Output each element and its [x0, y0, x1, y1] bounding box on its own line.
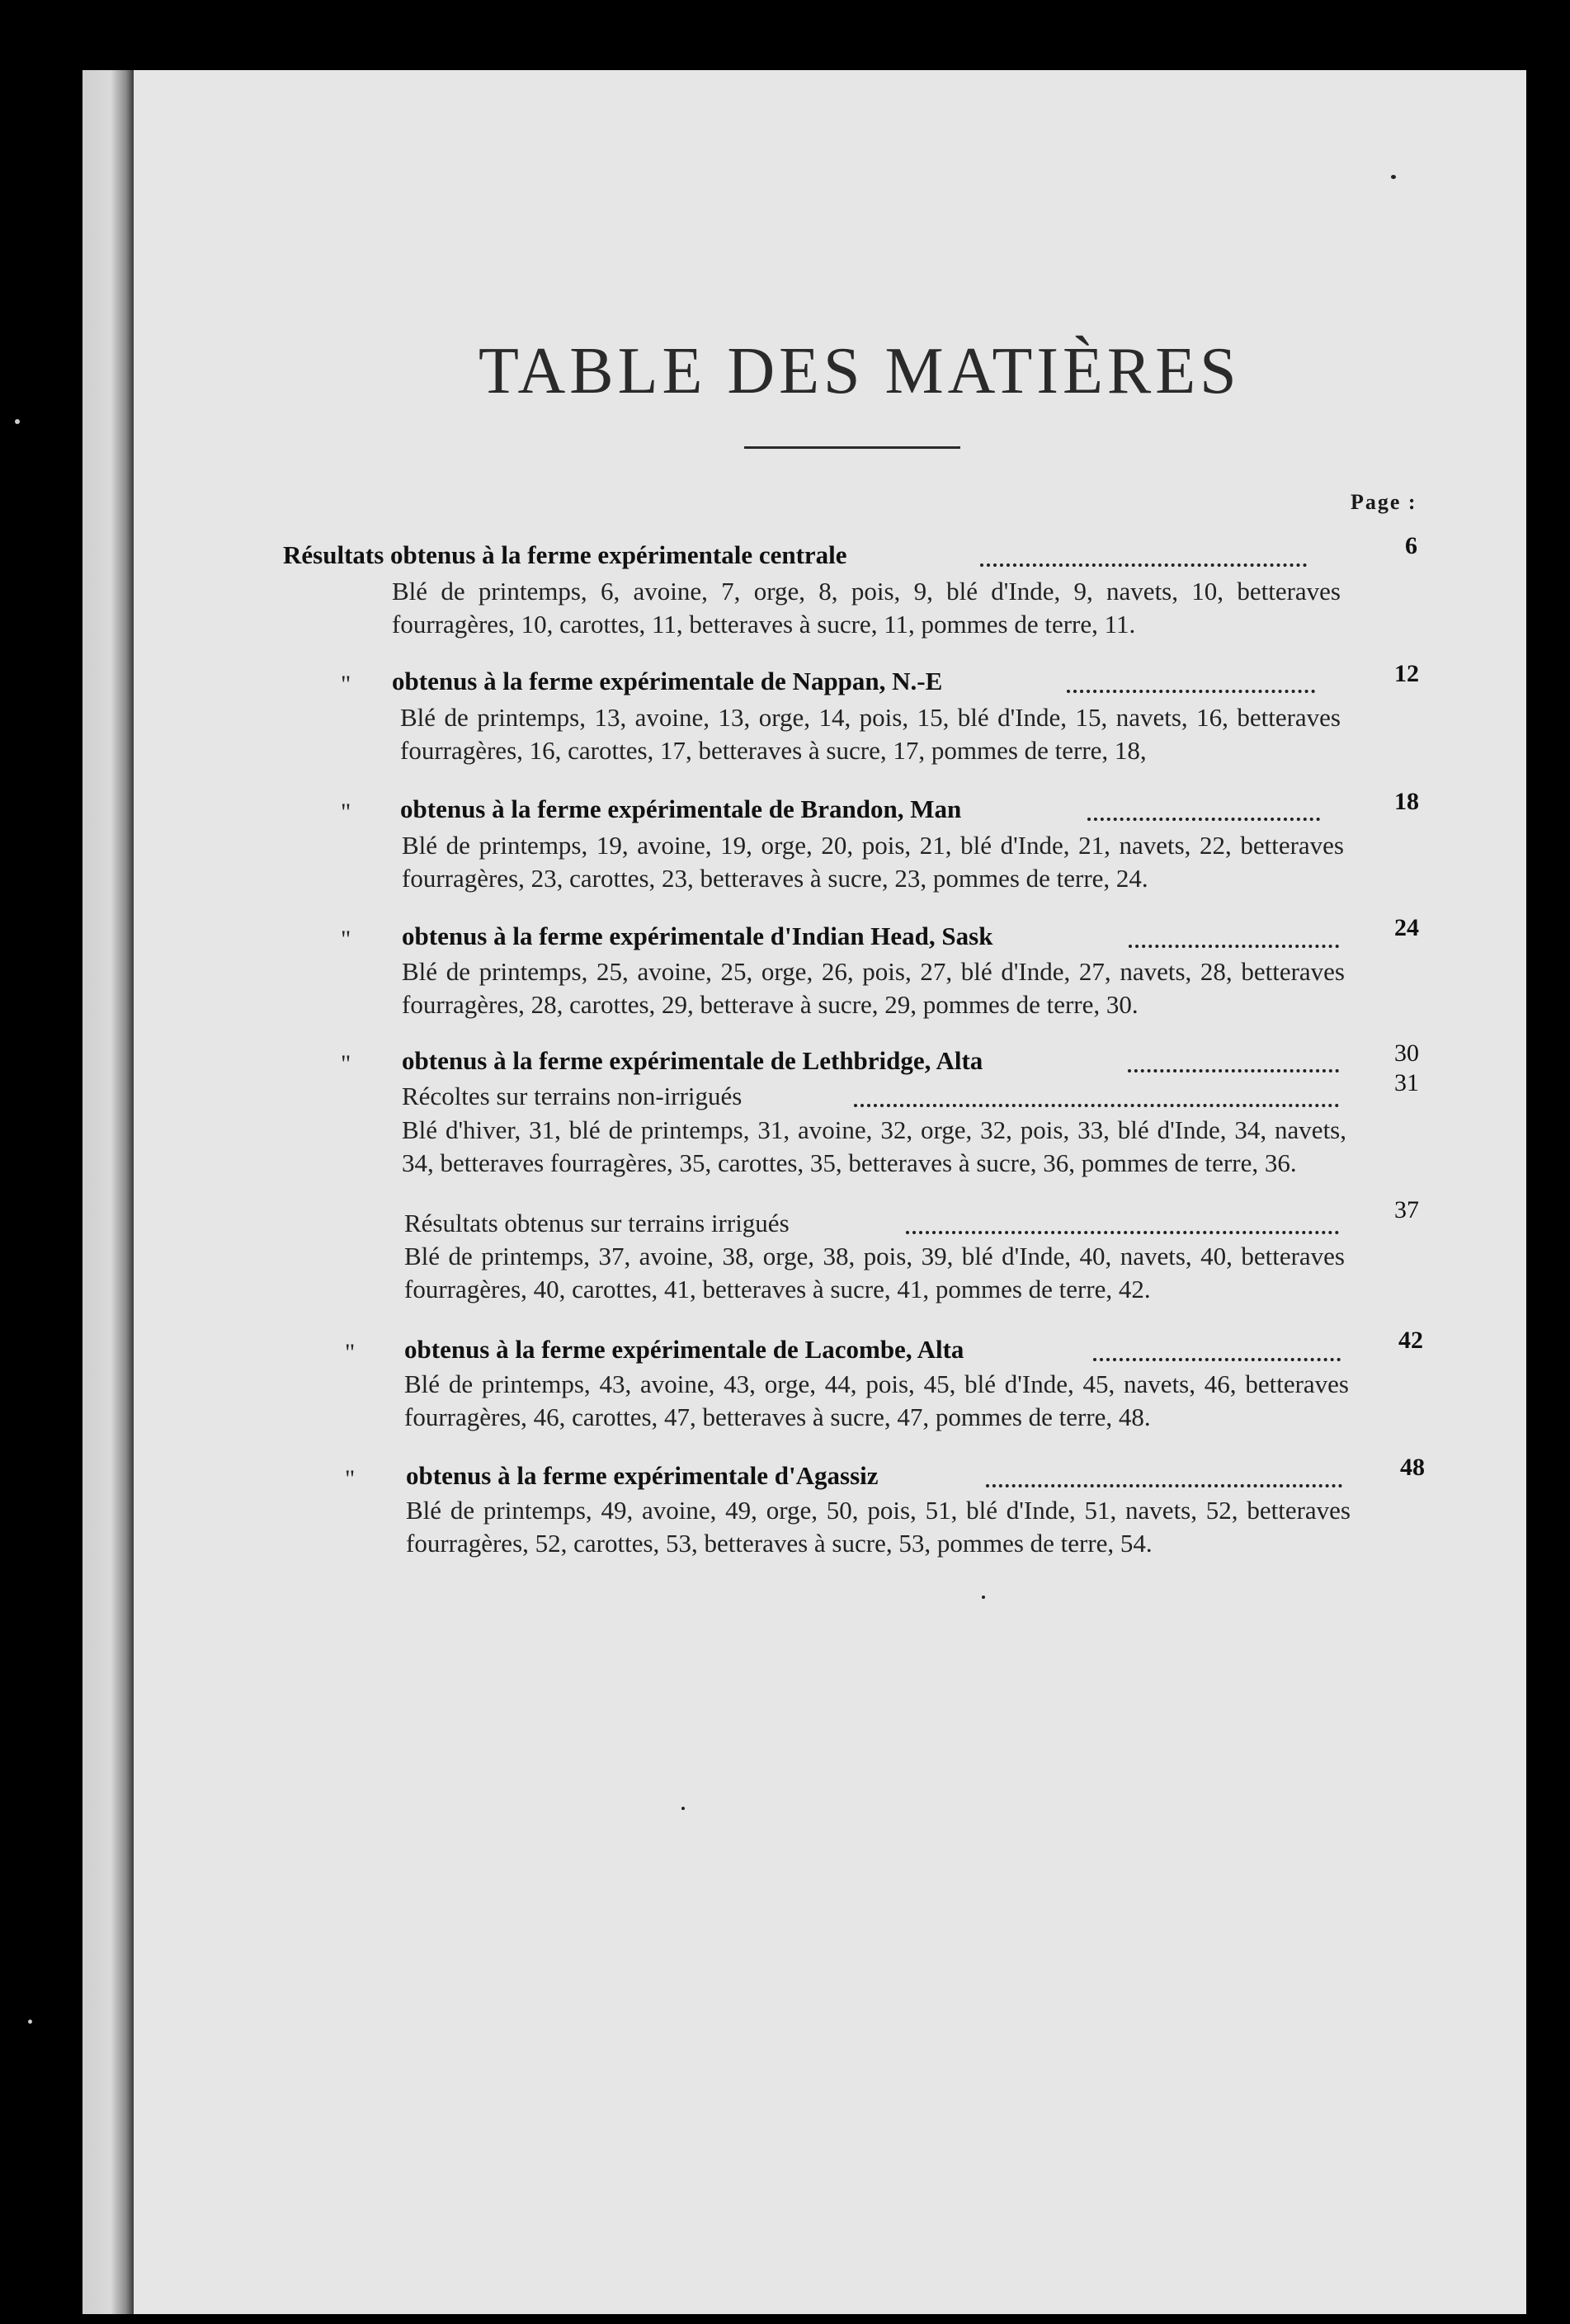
leader-dots: [1128, 1069, 1339, 1072]
subsection-label: Récoltes sur terrains non-irrigués: [402, 1082, 743, 1110]
page-number: 12: [1394, 660, 1419, 687]
entry-title: obtenus à la ferme expérimentale d'Indian Head, Sask: [402, 922, 993, 950]
page-number: 42: [1398, 1327, 1423, 1354]
page-binding-edge: [83, 70, 134, 2314]
page-number: 18: [1394, 788, 1419, 815]
entry-title: Résultats obtenus à la ferme expérimentale centrale: [283, 540, 847, 569]
ditto-mark: ": [341, 926, 351, 953]
leader-dots: [1093, 1358, 1341, 1361]
entry-title: obtenus à la ferme expérimentale de Lacombe, Alta: [404, 1335, 964, 1364]
ditto-mark: ": [345, 1465, 356, 1492]
entry-title: obtenus à la ferme expérimentale de Brandon, Man: [400, 794, 962, 823]
leader-dots: [986, 1484, 1342, 1487]
page-number: 48: [1400, 1454, 1425, 1481]
scan-speck: [681, 1807, 685, 1810]
entry-details: Blé d'hiver, 31, blé de printemps, 31, avoine, 32, orge, 32, pois, 33, blé d'Inde, 34, navets, 34, betteraves fourragères, 35, carottes, 35, betteraves à sucre, 36, pommes de terre, 36.: [402, 1115, 1346, 1177]
ditto-mark: ": [341, 1050, 351, 1077]
page-column-header: Page :: [1351, 490, 1417, 514]
page-number: 30: [1394, 1039, 1419, 1067]
leader-dots: [1087, 818, 1320, 821]
entry-details: Blé de printemps, 43, avoine, 43, orge, 44, pois, 45, blé d'Inde, 45, navets, 46, betteraves fourragères, 46, carottes, 47, betteraves à sucre, 47, pommes de terre, 48.: [404, 1369, 1349, 1431]
ditto-mark: ": [341, 671, 351, 698]
title-rule: [744, 446, 960, 449]
page-number: 37: [1394, 1196, 1419, 1223]
entry-details: Blé de printemps, 49, avoine, 49, orge, 50, pois, 51, blé d'Inde, 51, navets, 52, betteraves fourragères, 52, carottes, 53, betteraves à sucre, 53, pommes de terre, 54.: [406, 1496, 1351, 1558]
ditto-mark: ": [345, 1339, 356, 1366]
entry-details: Blé de printemps, 25, avoine, 25, orge, 26, pois, 27, blé d'Inde, 27, navets, 28, betteraves fourragères, 28, carottes, 29, betterave à sucre, 29, pommes de terre, 30.: [402, 957, 1345, 1019]
entry-details: Blé de printemps, 37, avoine, 38, orge, 38, pois, 39, blé d'Inde, 40, navets, 40, betteraves fourragères, 40, carottes, 41, betteraves à sucre, 41, pommes de terre, 42.: [404, 1242, 1345, 1303]
page-number: 6: [1405, 532, 1417, 559]
leader-dots: [1067, 690, 1315, 693]
ditto-mark: ": [341, 799, 351, 826]
page-number: 24: [1394, 914, 1419, 941]
entry-details: Blé de printemps, 13, avoine, 13, orge, 14, pois, 15, blé d'Inde, 15, navets, 16, betteraves fourragères, 16, carottes, 17, betteraves à sucre, 17, pommes de terre, 18,: [400, 703, 1341, 765]
entry-title: obtenus à la ferme expérimentale d'Agassiz: [406, 1461, 879, 1490]
entry-details: Blé de printemps, 6, avoine, 7, orge, 8, pois, 9, blé d'Inde, 9, navets, 10, betteraves fourragères, 10, carottes, 11, betteraves à sucre, 11, pommes de terre, 11.: [392, 577, 1341, 639]
leader-dots: [906, 1231, 1339, 1234]
scan-speck: [28, 2020, 32, 2024]
entry-title: obtenus à la ferme expérimentale de Lethbridge, Alta: [402, 1046, 983, 1075]
entry-title: obtenus à la ferme expérimentale de Nappan, N.-E: [392, 667, 943, 695]
scan-speck: [982, 1596, 985, 1599]
page-number: 31: [1394, 1069, 1419, 1096]
subsection-label: Résultats obtenus sur terrains irrigués: [404, 1209, 790, 1237]
page-title: TABLE DES MATIÈRES: [479, 335, 1241, 408]
leader-dots: [1129, 945, 1339, 948]
leader-dots: [854, 1104, 1339, 1107]
scan-speck: [15, 419, 20, 424]
scan-speck: [1391, 175, 1396, 179]
leader-dots: [980, 563, 1307, 567]
entry-details: Blé de printemps, 19, avoine, 19, orge, 20, pois, 21, blé d'Inde, 21, navets, 22, betteraves fourragères, 23, carottes, 23, betteraves à sucre, 23, pommes de terre, 24.: [402, 831, 1344, 893]
